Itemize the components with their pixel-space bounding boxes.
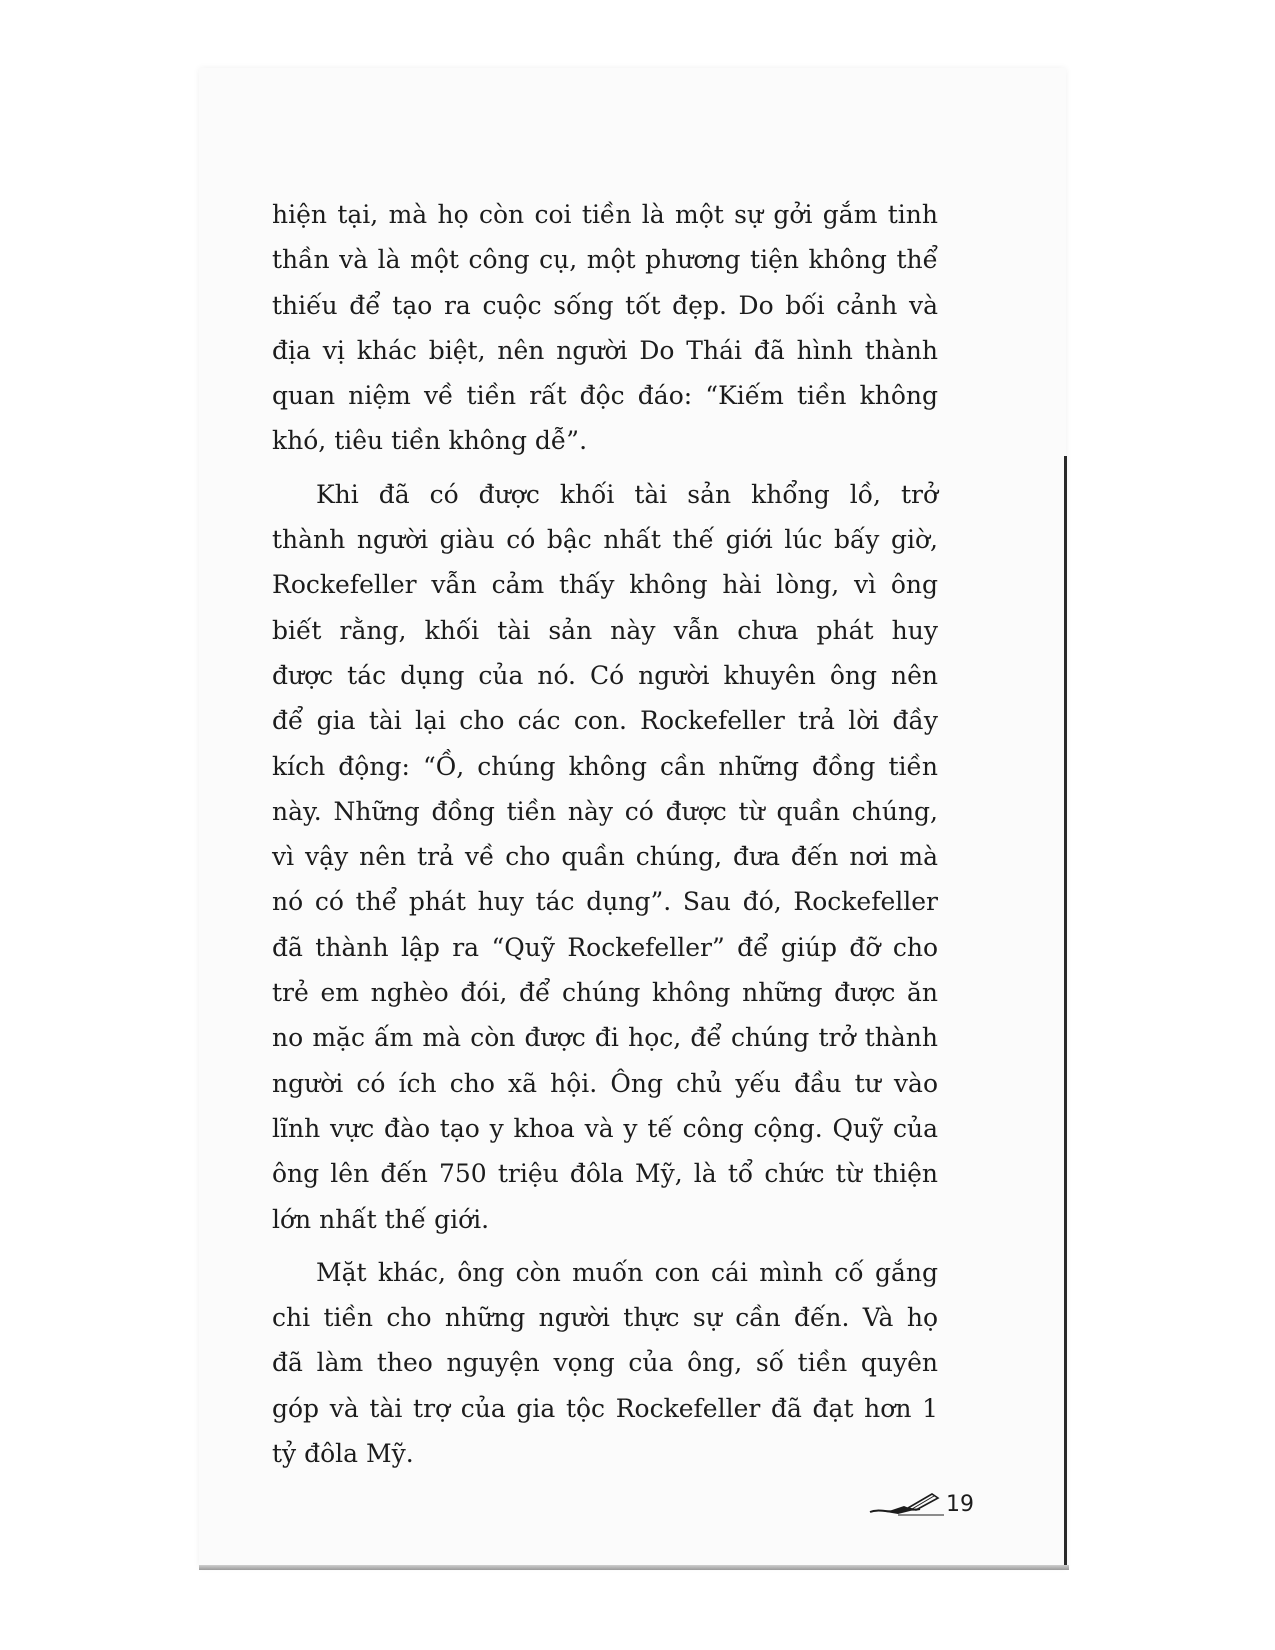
page-footer: [868, 1488, 974, 1520]
text-line: thần và là một công cụ, một phương tiện không thể: [272, 245, 938, 275]
text-line: no mặc ấm mà còn được đi học, để chúng trở thành: [272, 1023, 938, 1053]
text-line: khó, tiêu tiền không dễ”.: [272, 426, 588, 456]
text-line: trẻ em nghèo đói, để chúng không những được ăn: [272, 978, 938, 1008]
text-line: lĩnh vực đào tạo y khoa và y tế công cộng. Quỹ của: [272, 1113, 938, 1143]
text-line: lớn nhất thế giới.: [272, 1204, 490, 1234]
quill-pen-ornament-icon: [868, 1490, 944, 1518]
text-line: nó có thể phát huy tác dụng”. Sau đó, Rockefeller: [272, 887, 938, 917]
text-line: này. Những đồng tiền này có được từ quần chúng,: [272, 796, 938, 826]
body-text: [272, 192, 938, 1476]
text-line: người có ích cho xã hội. Ông chủ yếu đầu tư vào: [272, 1068, 938, 1098]
text-line: góp và tài trợ của gia tộc Rockefeller đã đạt hơn 1: [272, 1393, 938, 1423]
text-line: được tác dụng của nó. Có người khuyên ông nên: [272, 660, 938, 690]
page-number: 19: [946, 1491, 974, 1517]
text-line: đã làm theo nguyện vọng của ông, số tiền quyên: [272, 1348, 938, 1378]
text-line: Khi đã có được khối tài sản khổng lồ, trở: [316, 479, 938, 509]
text-line: đã thành lập ra “Quỹ Rockefeller” để giúp đỡ cho: [272, 932, 938, 962]
text-line: để gia tài lại cho các con. Rockefeller trả lời đầy: [272, 706, 938, 736]
text-line: ông lên đến 750 triệu đôla Mỹ, là tổ chức từ thiện: [272, 1159, 938, 1189]
page-edge-bottom: [199, 1565, 1069, 1570]
text-line: biết rằng, khối tài sản này vẫn chưa phát huy: [272, 615, 938, 645]
text-line: thành người giàu có bậc nhất thế giới lúc bấy giờ,: [272, 525, 938, 555]
text-line: Mặt khác, ông còn muốn con cái mình cố gắng: [316, 1257, 938, 1287]
paragraph-3: [272, 1250, 938, 1476]
text-line: hiện tại, mà họ còn coi tiền là một sự gởi gắm tinh: [272, 200, 938, 229]
text-line: thiếu để tạo ra cuộc sống tốt đẹp. Do bối cảnh và: [272, 290, 938, 320]
paragraph-1: [272, 192, 938, 464]
text-line: địa vị khác biệt, nên người Do Thái đã hình thành: [272, 335, 938, 365]
text-line: quan niệm về tiền rất độc đáo: “Kiếm tiền không: [272, 381, 938, 411]
text-line: chi tiền cho những người thực sự cần đến. Và họ: [272, 1303, 938, 1333]
text-line: Rockefeller vẫn cảm thấy không hài lòng, vì ông: [272, 570, 938, 600]
page-edge: [1064, 456, 1067, 1568]
text-line: vì vậy nên trả về cho quần chúng, đưa đến nơi mà: [272, 842, 938, 872]
text-line: tỷ đôla Mỹ.: [272, 1439, 414, 1469]
paragraph-2: [272, 472, 938, 1242]
text-line: kích động: “Ồ, chúng không cần những đồng tiền: [272, 751, 938, 781]
